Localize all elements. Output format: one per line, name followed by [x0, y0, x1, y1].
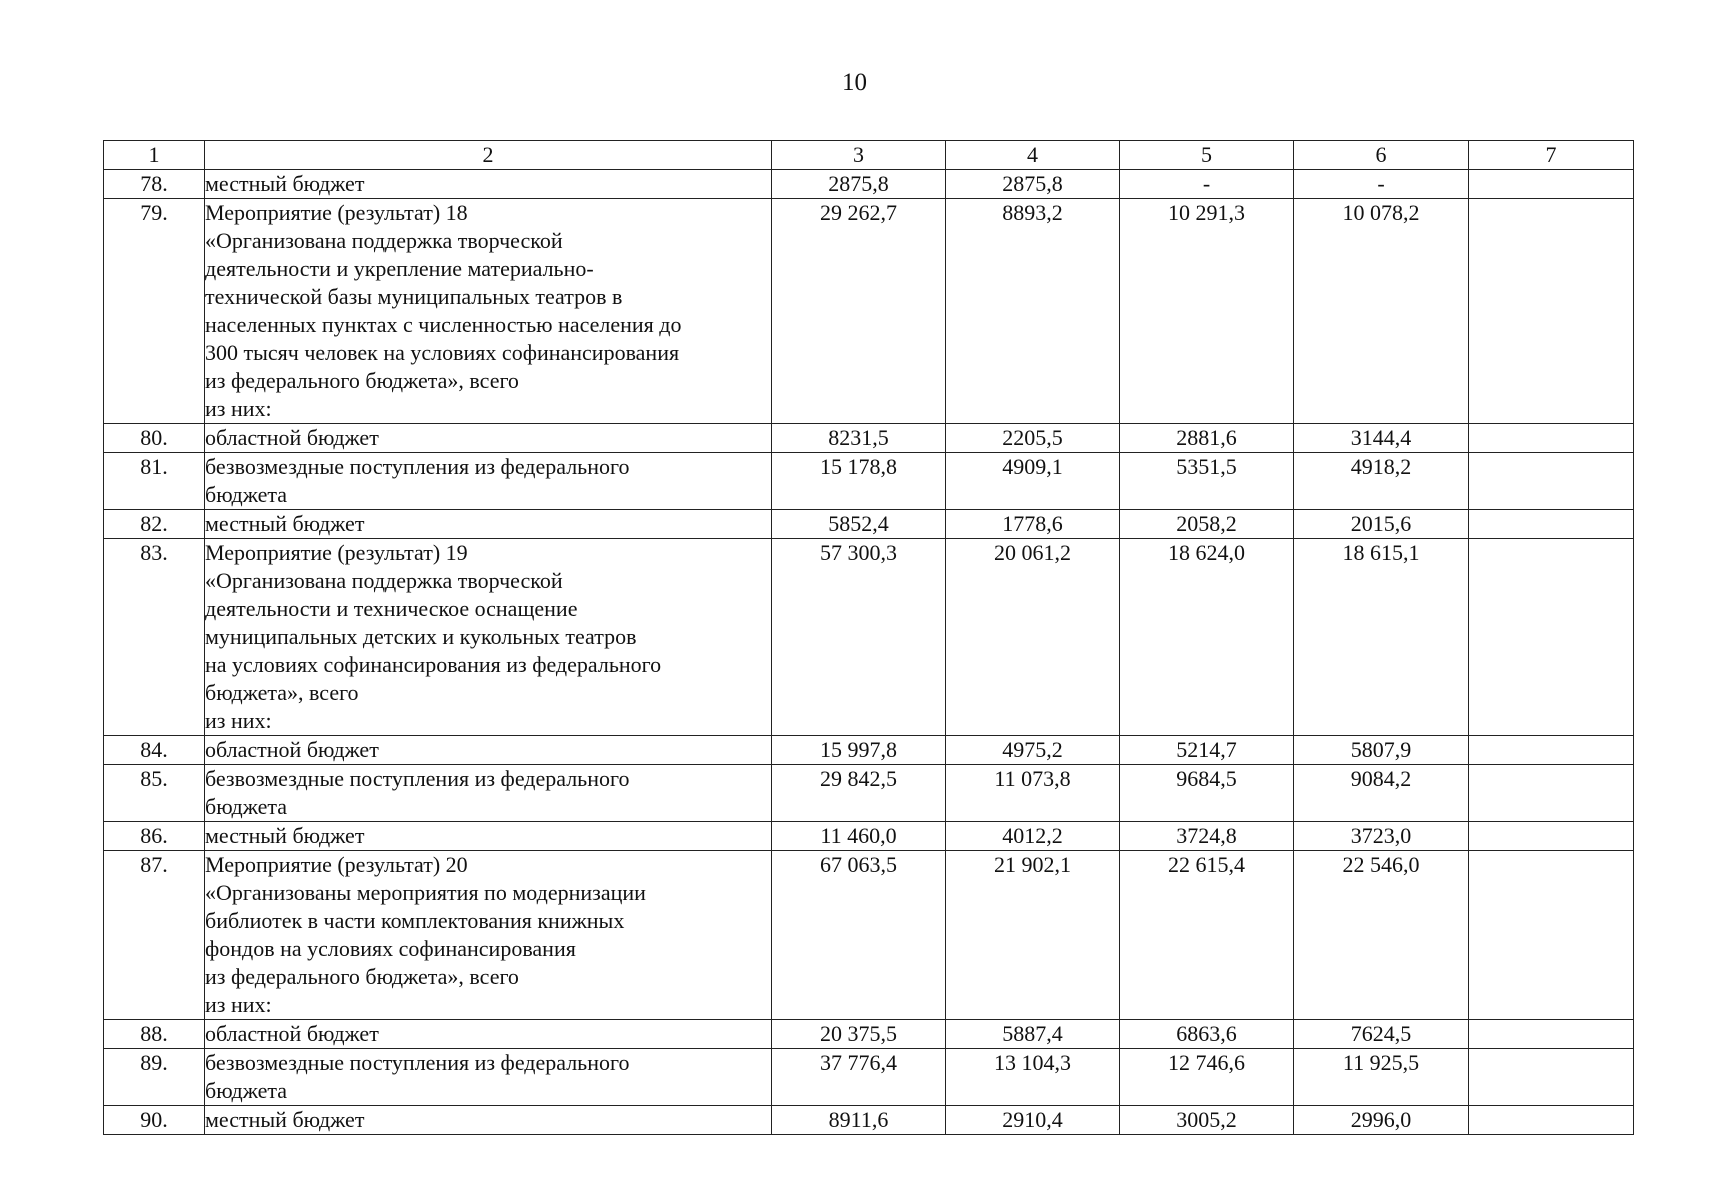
value-col-6: 3144,4	[1294, 424, 1469, 453]
row-number: 81.	[104, 453, 205, 510]
row-description: безвозмездные поступления из федерального бюджета	[205, 1049, 772, 1106]
row-description: местный бюджет	[205, 1106, 772, 1135]
value-col-4: 1778,6	[946, 510, 1120, 539]
value-col-3: 67 063,5	[772, 851, 946, 1020]
table-row	[104, 539, 1634, 736]
value-col-4: 2205,5	[946, 424, 1120, 453]
table-row	[104, 765, 1634, 822]
value-col-7	[1469, 539, 1634, 736]
value-col-3: 8911,6	[772, 1106, 946, 1135]
value-col-6: 3723,0	[1294, 822, 1469, 851]
table-row	[104, 170, 1634, 199]
value-col-4: 4975,2	[946, 736, 1120, 765]
row-description: областной бюджет	[205, 1020, 772, 1049]
table-row	[104, 424, 1634, 453]
row-description: безвозмездные поступления из федерального бюджета	[205, 453, 772, 510]
table-row	[104, 736, 1634, 765]
value-col-4: 2910,4	[946, 1106, 1120, 1135]
value-col-4: 4012,2	[946, 822, 1120, 851]
row-number: 83.	[104, 539, 205, 736]
value-col-3: 5852,4	[772, 510, 946, 539]
row-description: безвозмездные поступления из федерального бюджета	[205, 765, 772, 822]
value-col-5: 5351,5	[1120, 453, 1294, 510]
value-col-7	[1469, 199, 1634, 424]
value-col-4: 8893,2	[946, 199, 1120, 424]
value-col-7	[1469, 424, 1634, 453]
row-description: Мероприятие (результат) 19 «Организована поддержка творческой деятельности и техническое оснащение муниципальных детских и кукольных театров на условиях софинансирования из федерального бюджета», всего из них:	[205, 539, 772, 736]
row-number: 79.	[104, 199, 205, 424]
value-col-7	[1469, 765, 1634, 822]
value-col-3: 15 178,8	[772, 453, 946, 510]
row-number: 90.	[104, 1106, 205, 1135]
value-col-3: 8231,5	[772, 424, 946, 453]
value-col-7	[1469, 1049, 1634, 1106]
budget-table	[103, 140, 1634, 1135]
value-col-4: 11 073,8	[946, 765, 1120, 822]
value-col-6: 10 078,2	[1294, 199, 1469, 424]
value-col-3: 20 375,5	[772, 1020, 946, 1049]
value-col-5: 6863,6	[1120, 1020, 1294, 1049]
table-row	[104, 1106, 1634, 1135]
row-number: 88.	[104, 1020, 205, 1049]
value-col-5: 3005,2	[1120, 1106, 1294, 1135]
value-col-5: 2881,6	[1120, 424, 1294, 453]
value-col-5: -	[1120, 170, 1294, 199]
value-col-7	[1469, 851, 1634, 1020]
value-col-6: -	[1294, 170, 1469, 199]
value-col-5: 2058,2	[1120, 510, 1294, 539]
value-col-5: 10 291,3	[1120, 199, 1294, 424]
header-row	[104, 141, 1634, 170]
value-col-4: 2875,8	[946, 170, 1120, 199]
column-header: 5	[1120, 141, 1294, 170]
value-col-3: 57 300,3	[772, 539, 946, 736]
value-col-4: 5887,4	[946, 1020, 1120, 1049]
row-number: 87.	[104, 851, 205, 1020]
row-number: 78.	[104, 170, 205, 199]
table-row	[104, 851, 1634, 1020]
value-col-3: 29 842,5	[772, 765, 946, 822]
value-col-4: 21 902,1	[946, 851, 1120, 1020]
value-col-6: 9084,2	[1294, 765, 1469, 822]
value-col-7	[1469, 170, 1634, 199]
row-number: 86.	[104, 822, 205, 851]
value-col-6: 7624,5	[1294, 1020, 1469, 1049]
table-row	[104, 1049, 1634, 1106]
table-row	[104, 199, 1634, 424]
column-header: 7	[1469, 141, 1634, 170]
table-row	[104, 453, 1634, 510]
value-col-5: 22 615,4	[1120, 851, 1294, 1020]
row-number: 85.	[104, 765, 205, 822]
row-description: местный бюджет	[205, 170, 772, 199]
page-number: 10	[842, 69, 867, 96]
column-header: 3	[772, 141, 946, 170]
value-col-3: 37 776,4	[772, 1049, 946, 1106]
row-number: 82.	[104, 510, 205, 539]
column-header: 1	[104, 141, 205, 170]
table-row	[104, 510, 1634, 539]
value-col-6: 18 615,1	[1294, 539, 1469, 736]
value-col-5: 5214,7	[1120, 736, 1294, 765]
value-col-4: 20 061,2	[946, 539, 1120, 736]
table-row	[104, 822, 1634, 851]
value-col-7	[1469, 822, 1634, 851]
row-description: Мероприятие (результат) 20 «Организованы мероприятия по модернизации библиотек в части комплектования книжных фондов на условиях софинансирования из федерального бюджета», всего из них:	[205, 851, 772, 1020]
value-col-7	[1469, 453, 1634, 510]
row-description: местный бюджет	[205, 510, 772, 539]
value-col-5: 18 624,0	[1120, 539, 1294, 736]
value-col-4: 4909,1	[946, 453, 1120, 510]
row-number: 89.	[104, 1049, 205, 1106]
value-col-3: 15 997,8	[772, 736, 946, 765]
value-col-5: 3724,8	[1120, 822, 1294, 851]
column-header: 6	[1294, 141, 1469, 170]
value-col-6: 4918,2	[1294, 453, 1469, 510]
value-col-7	[1469, 1106, 1634, 1135]
column-header: 4	[946, 141, 1120, 170]
value-col-5: 12 746,6	[1120, 1049, 1294, 1106]
value-col-7	[1469, 1020, 1634, 1049]
row-number: 80.	[104, 424, 205, 453]
row-description: областной бюджет	[205, 736, 772, 765]
value-col-6: 22 546,0	[1294, 851, 1469, 1020]
row-number: 84.	[104, 736, 205, 765]
value-col-6: 5807,9	[1294, 736, 1469, 765]
table-row	[104, 1020, 1634, 1049]
value-col-6: 11 925,5	[1294, 1049, 1469, 1106]
row-description: местный бюджет	[205, 822, 772, 851]
value-col-3: 29 262,7	[772, 199, 946, 424]
column-header: 2	[205, 141, 772, 170]
row-description: Мероприятие (результат) 18 «Организована поддержка творческой деятельности и укрепление материально- технической базы муниципальных театров в населенных пунктах с численностью населения до 300 тысяч человек на условиях софинансирования из федерального бюджета», всего из них:	[205, 199, 772, 424]
value-col-3: 2875,8	[772, 170, 946, 199]
value-col-6: 2015,6	[1294, 510, 1469, 539]
value-col-5: 9684,5	[1120, 765, 1294, 822]
row-description: областной бюджет	[205, 424, 772, 453]
value-col-3: 11 460,0	[772, 822, 946, 851]
value-col-6: 2996,0	[1294, 1106, 1469, 1135]
value-col-4: 13 104,3	[946, 1049, 1120, 1106]
value-col-7	[1469, 736, 1634, 765]
value-col-7	[1469, 510, 1634, 539]
